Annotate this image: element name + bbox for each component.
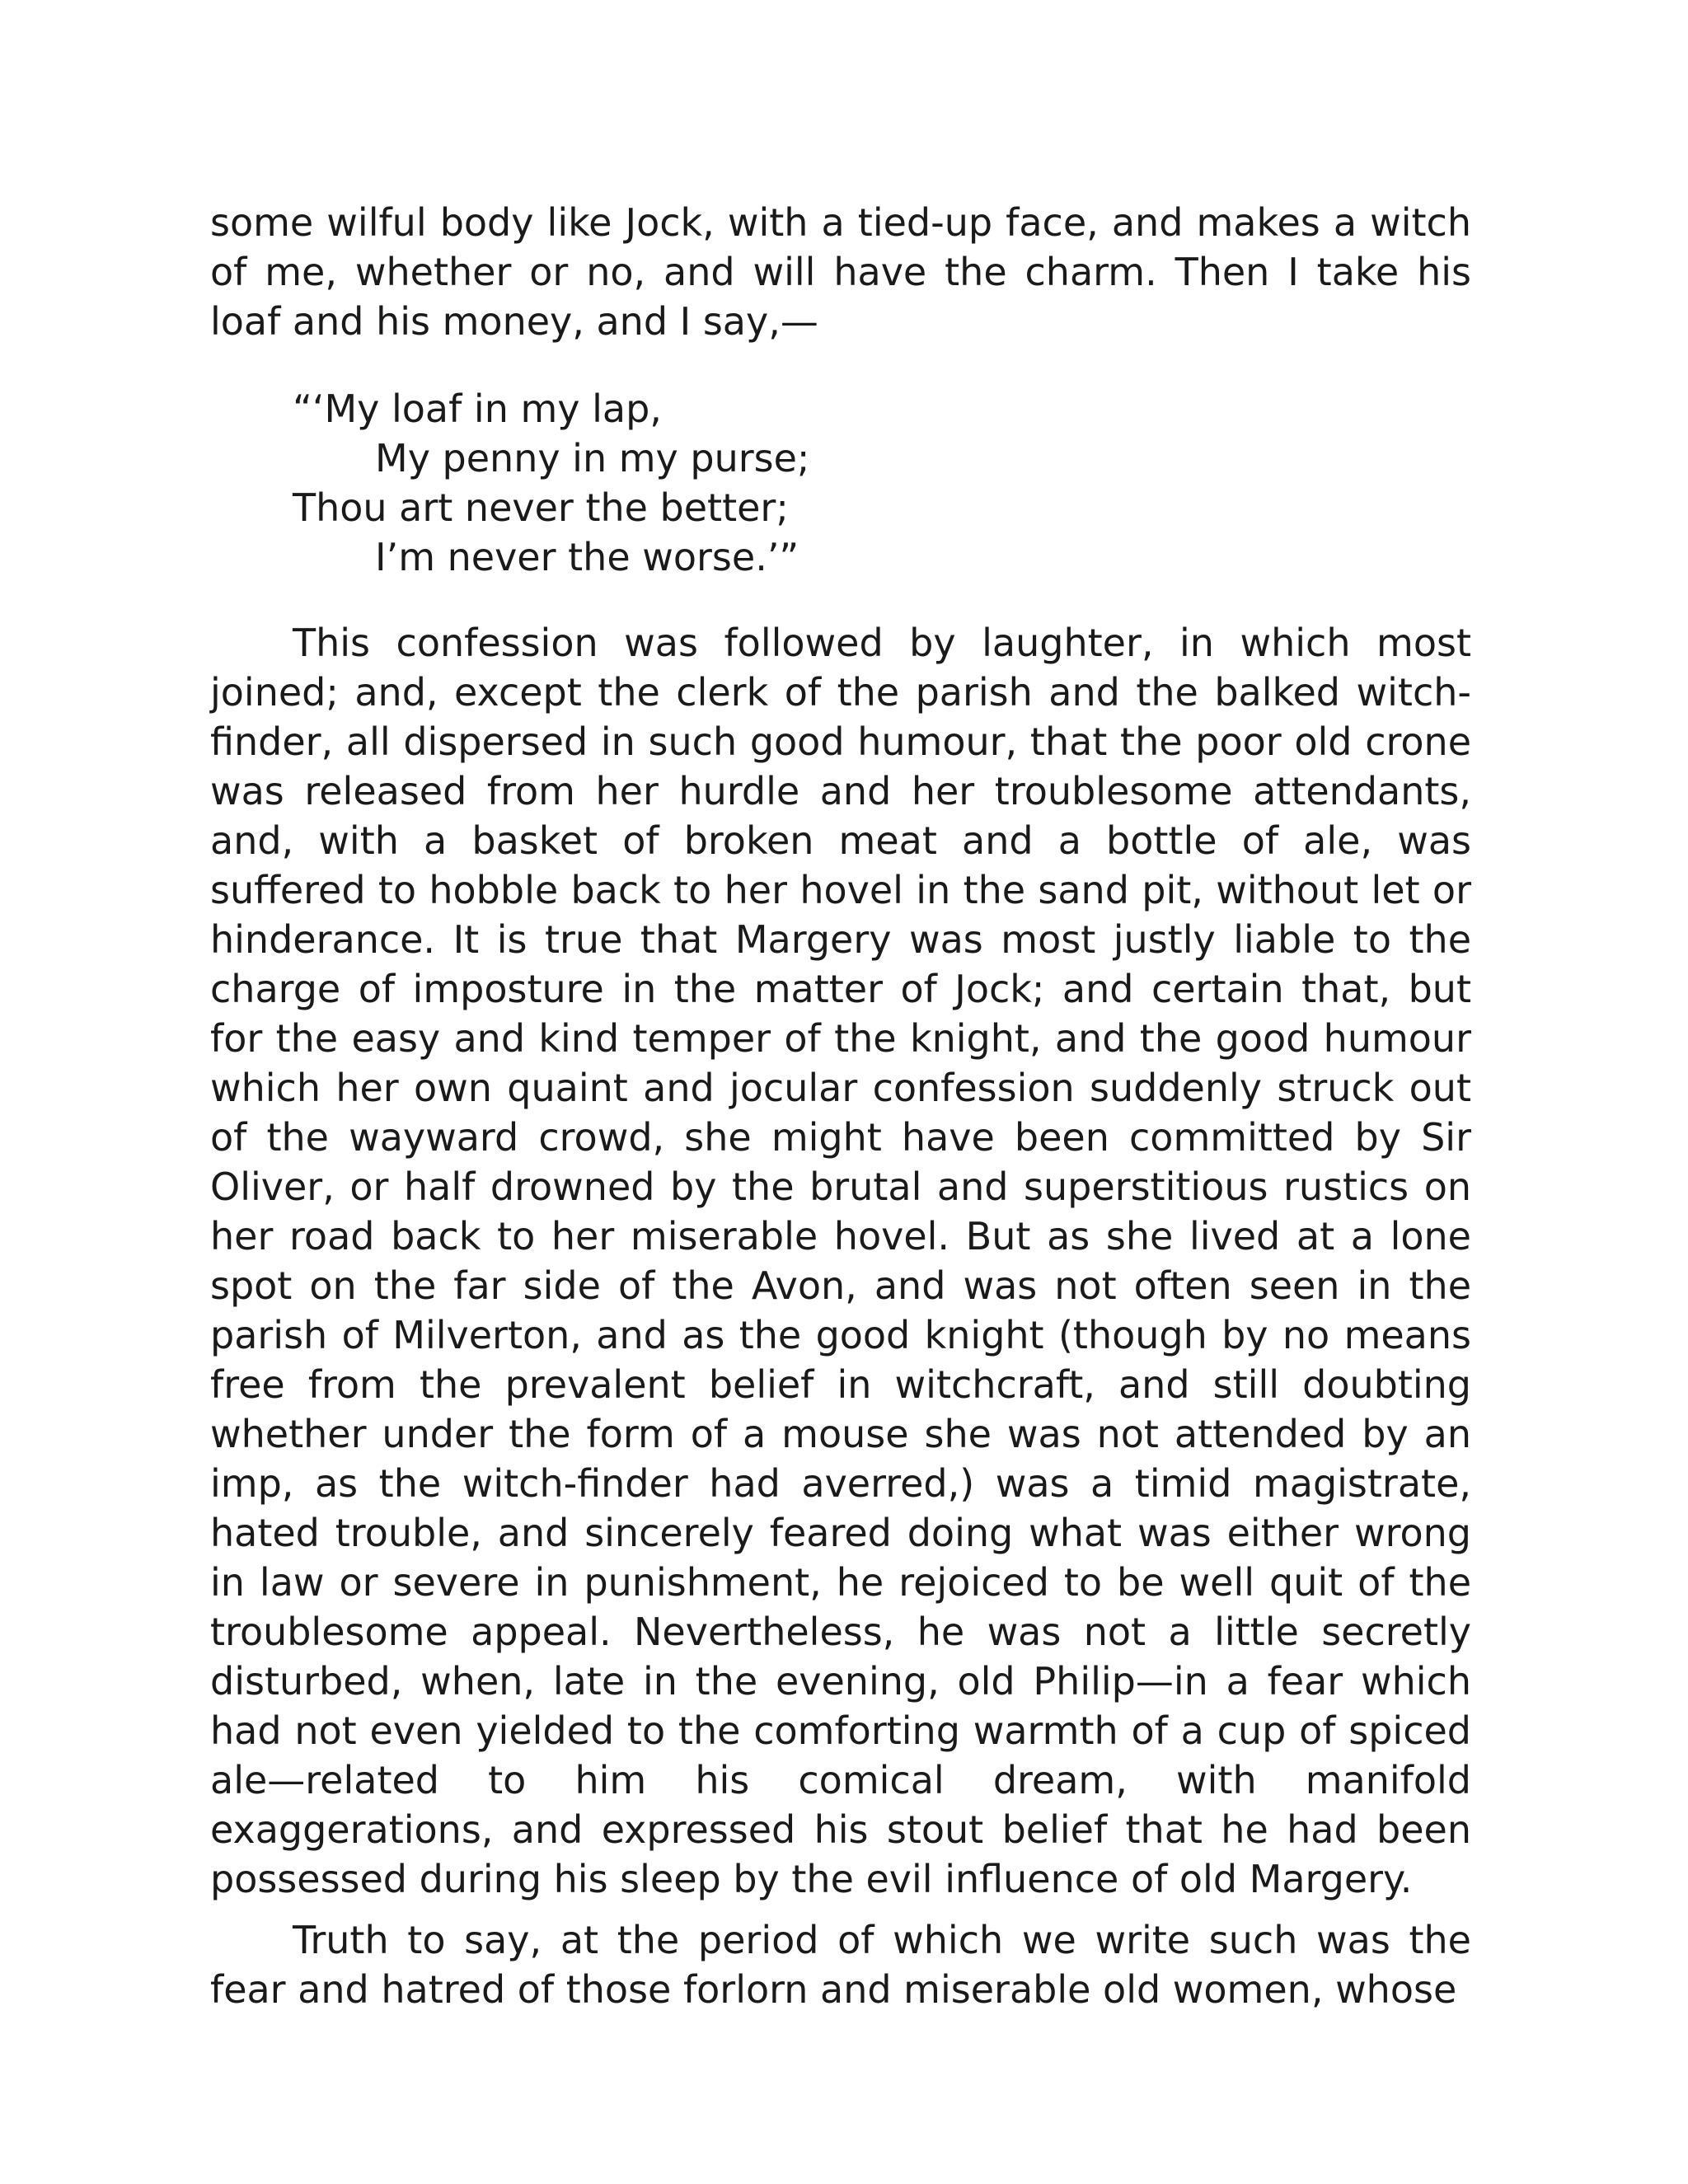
paragraph-continued: some wilful body like Jock, with a tied-up face, and makes a witch of me, whether or no, and will have the charm. Then I take his loaf and his money, and I say,— (210, 200, 1471, 344)
verse-line: I’m never the worse.’” (375, 535, 799, 579)
paragraph: Truth to say, at the period of which we write such was the fear and hatred of those forlorn and miserable old women, whose (210, 1918, 1471, 2012)
verse-line: My penny in my purse; (375, 436, 810, 480)
verse-block (293, 384, 1471, 582)
verse-line: “‘My loaf in my lap, (293, 387, 662, 431)
body-text (210, 198, 1471, 2014)
paragraph: This confession was followed by laughter, in which most joined; and, except the clerk of the parish and the balked witch-finder, all dispersed in such good humour, that the poor old crone was released from her hurdle and her troublesome attendants, and, with a basket of broken meat and a bottle of ale, was suffered to hobble back to her hovel in the sand pit, without let or hinderance. It is true that Margery was most justly liable to the charge of imposture in the matter of Jock; and certain that, but for the easy and kind temper of the knight, and the good humour which her own quaint and jocular confession suddenly struck out of the wayward crowd, she might have been committed by Sir Oliver, or half drowned by the brutal and superstitious rustics on her road back to her miserable hovel. But as she lived at a lone spot on the far side of the Avon, and was not often seen in the parish of Milverton, and as the good knight (though by no means free from the prevalent belief in witchcraft, and still doubting whether under the form of a mouse she was not attended by an imp, as the witch-finder had averred,) was a timid magistrate, hated trouble, and sincerely feared doing what was either wrong in law or severe in punishment, he rejoiced to be well quit of the troublesome appeal. Nevertheless, he was not a little secretly disturbed, when, late in the evening, old Philip—in a fear which had not even yielded to the comforting warmth of a cup of spiced ale—related to him his comical dream, with manifold exaggerations, and expressed his stout belief that he had been possessed during his sleep by the evil influence of old Margery. (210, 621, 1471, 1901)
verse-line: Thou art never the better; (293, 485, 789, 530)
